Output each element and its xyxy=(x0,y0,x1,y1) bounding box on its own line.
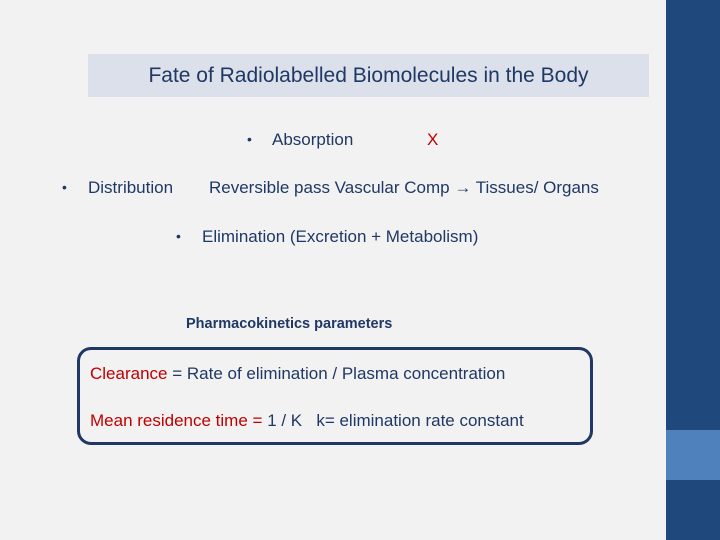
clearance-definition: = Rate of elimination / Plasma concentration xyxy=(167,364,506,383)
bullet-distribution-marker: • xyxy=(62,179,67,195)
side-bar-light xyxy=(666,430,720,480)
bullet-elimination-marker: • xyxy=(176,228,181,244)
mrt-term: Mean residence time xyxy=(90,411,248,430)
bullet-distribution-value: Reversible pass Vascular Comp → Tissues/ Organs xyxy=(209,178,599,197)
clearance-term: Clearance xyxy=(90,364,168,383)
bullet-elimination-label: Elimination (Excretion + Metabolism) xyxy=(202,227,479,246)
mrt-definition: 1 / K k= elimination rate constant xyxy=(267,411,524,430)
bullet-distribution-label: Distribution xyxy=(88,178,174,197)
side-bar-dark xyxy=(666,0,720,430)
formula-mrt xyxy=(90,411,524,431)
bullet-absorption-label: Absorption xyxy=(272,130,354,149)
title-box xyxy=(88,54,649,97)
slide-title: Fate of Radiolabelled Biomolecules in the Body xyxy=(148,63,589,87)
params-title: Pharmacokinetics parameters xyxy=(186,316,393,332)
side-bar-bottom xyxy=(666,480,720,540)
formula-clearance xyxy=(90,364,505,384)
bullet-absorption-value: X xyxy=(427,130,439,149)
bullet-absorption-marker: • xyxy=(247,131,252,147)
mrt-equals: = xyxy=(247,411,268,430)
